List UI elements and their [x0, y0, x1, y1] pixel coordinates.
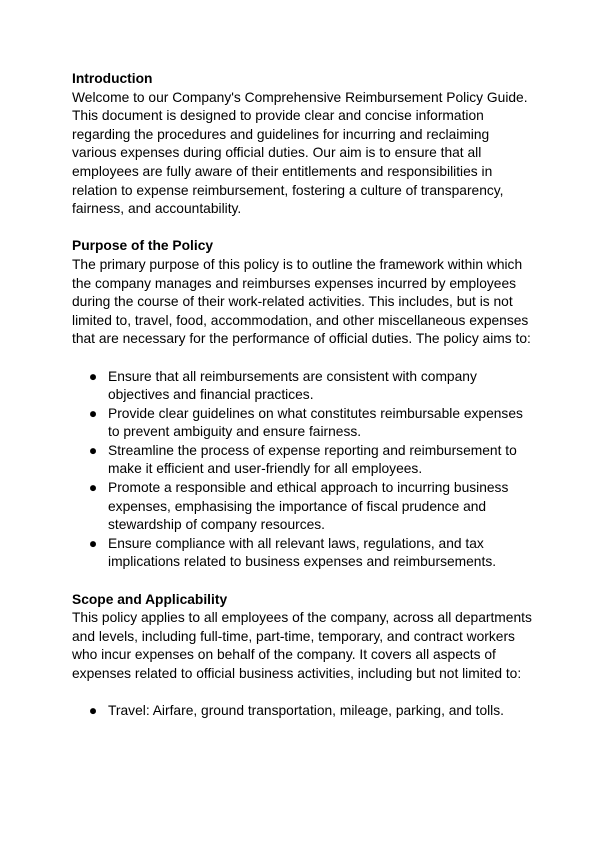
bullet-icon: ●: [88, 535, 98, 551]
bullet-icon: ●: [88, 703, 98, 719]
bullet-icon: ●: [88, 368, 98, 384]
section-heading: Introduction: [72, 71, 153, 86]
section-scope: [72, 591, 532, 721]
list-item: [72, 479, 532, 535]
list-item-text: Ensure compliance with all relevant laws, regulations, and tax implications related to business expenses and reimbursements.: [108, 535, 497, 570]
list-item: [72, 442, 532, 479]
list-item-text: Streamline the process of expense reporting and reimbursement to make it efficient and user-friendly for all employees.: [108, 442, 517, 477]
list-item: [72, 535, 532, 572]
section-heading: Scope and Applicability: [72, 591, 228, 607]
section-heading: Purpose of the Policy: [72, 238, 214, 254]
bullet-icon: ●: [88, 480, 98, 496]
list-item: [72, 368, 532, 405]
list-item-text: Provide clear guidelines on what constitutes reimbursable expenses to prevent ambiguity and ensure fairness.: [108, 405, 523, 440]
bullet-icon: ●: [88, 405, 98, 421]
list-item-text: Ensure that all reimbursements are consistent with company objectives and financial practices.: [108, 368, 477, 403]
section-paragraph: This policy applies to all employees of the company, across all departments and levels, including full-time, part-time, temporary, and contract workers who incur expenses on behalf of the company. It covers all aspects of expenses related to official business activities, including but not limited to:: [72, 610, 532, 681]
bullet-icon: ●: [88, 442, 98, 458]
section-paragraph: Welcome to our Company's Comprehensive Reimbursement Policy Guide. This document is designed to provide clear and concise information regarding the procedures and guidelines for incurring and reclaiming various expenses during official duties. Our aim is to ensure that all employees are fully aware of their entitlements and responsibilities in relation to expense reimbursement, fostering a culture of transparency, fairness, and accountability.: [72, 89, 528, 217]
list-item: [72, 702, 532, 721]
list-item-text: Travel: Airfare, ground transportation, mileage, parking, and tolls.: [108, 703, 504, 719]
document-page: [72, 70, 532, 739]
bullet-list: [72, 702, 532, 721]
section-purpose: [72, 237, 532, 572]
bullet-list: [72, 368, 532, 573]
list-item-text: Promote a responsible and ethical approach to incurring business expenses, emphasising the importance of fiscal prudence and stewardship of company resources.: [108, 480, 509, 533]
list-item: [72, 405, 532, 442]
section-paragraph: The primary purpose of this policy is to outline the framework within which the company manages and reimburses expenses incurred by employees during the course of their work-related activities. This includes, but is not limited to, travel, food, accommodation, and other miscellaneous expenses that are necessary for the performance of official duties. The policy aims to:: [72, 256, 531, 347]
section-introduction: [72, 70, 532, 219]
